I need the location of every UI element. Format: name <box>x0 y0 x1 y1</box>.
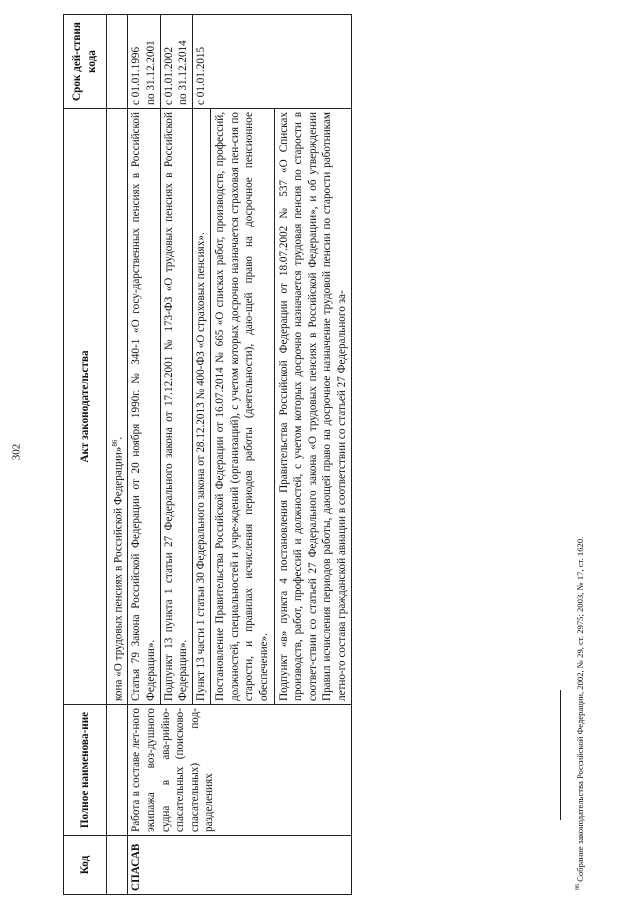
validity-cell-1 <box>128 15 160 109</box>
code-cell: СПАСАВ <box>128 836 351 895</box>
rotated-table-container <box>63 15 589 895</box>
act-text: Постановление Правительства Российской Федерации от 16.07.2014 № 665 «О списках работ, производств, профессий, должностей, специальностей и учре-ждений (организаций), с учетом которых досрочно назначается страховая пен-сия по старости, и правилах исчисления периодов работы (деятельности), даю-щей право на досрочное пенсионное обеспечение». <box>214 112 271 701</box>
continuation-row <box>107 15 128 895</box>
act-divider <box>210 109 211 704</box>
legislation-table <box>63 14 352 895</box>
date-from: с 01.01.1996 <box>130 46 143 105</box>
continuation-code <box>107 836 128 895</box>
date-to: по 31.12.2001 <box>144 40 157 105</box>
act-cell-1 <box>128 109 160 705</box>
continuation-name <box>107 705 128 836</box>
footnote-number: 86 <box>575 884 581 890</box>
act-text: Пункт 13 части 1 статьи 30 Федерального закона от 28.12.2013 № 400-ФЗ «О страховых пенсиях». <box>194 232 207 701</box>
header-validity: Срок дей-ствия кода <box>64 15 107 109</box>
act-divider <box>274 109 275 704</box>
continuation-act: кона «О трудовых пенсиях в Российской Федерации»$^{86}$. <box>107 109 128 705</box>
header-act: Акт законодательства <box>64 109 107 705</box>
date-to: по 31.12.2014 <box>177 40 190 105</box>
act-text: Подпункт «в» пункта 4 постановления Правительства Российской Федерации от 18.07.2002 № 537 «О Списках производств, работ, профессий и должностей, с учетом которых досрочно назначается трудовая пенсия по старости в соответ-ствии со статьей 27 Федерального закона «О трудовых пенсиях в Российской Федерации», и об утверждении Правил исчисления периодов работы, дающей право на досрочное назначение трудовой пенсии по старости работникам летно-го состава гражданской авиации в соответствии со статьей 27 Федерального за- <box>277 112 349 701</box>
footnote <box>568 10 588 890</box>
validity-cell-3 <box>192 15 351 109</box>
validity-cell-2 <box>160 15 192 109</box>
footnote-text: Собрание законодательства Российской Федерации, 2002, № 29, ст. 2975; 2003, № 17, ст. 1620. <box>574 536 585 882</box>
full-name-cell: Работа в составе лет-ного экипажа воз-душного судна в ава-рийно-спасательных (поисково-спасательных) под-разделениях <box>128 705 351 836</box>
page-number: 302 <box>10 443 22 461</box>
act-text: Подпункт 13 пункта 1 статьи 27 Федерального закона от 17.12.2001 № 173-ФЗ «О трудовых пенсиях в Российской Федерации». <box>162 112 190 701</box>
footnote-ref: 86 <box>111 439 119 447</box>
header-code: Код <box>64 836 107 895</box>
act-text: Статья 79 Закона Российской Федерации от 20 ноября 1990г. № 340-1 «О госу-дарственных пенсиях в Российской Федерации». <box>130 112 157 701</box>
continuation-validity <box>107 15 128 109</box>
act-cell-3 <box>192 109 351 705</box>
footnote-divider <box>560 690 561 820</box>
act-cell-2 <box>160 109 192 705</box>
table-row <box>128 15 160 895</box>
continuation-text: кона «О трудовых пенсиях в Российской Федерации» <box>112 446 125 701</box>
date-from: с 01.01.2002 <box>162 46 175 105</box>
table-header-row <box>64 15 107 895</box>
date-from: с 01.01.2015 <box>194 46 207 105</box>
header-name: Полное наименова-ние <box>64 705 107 836</box>
